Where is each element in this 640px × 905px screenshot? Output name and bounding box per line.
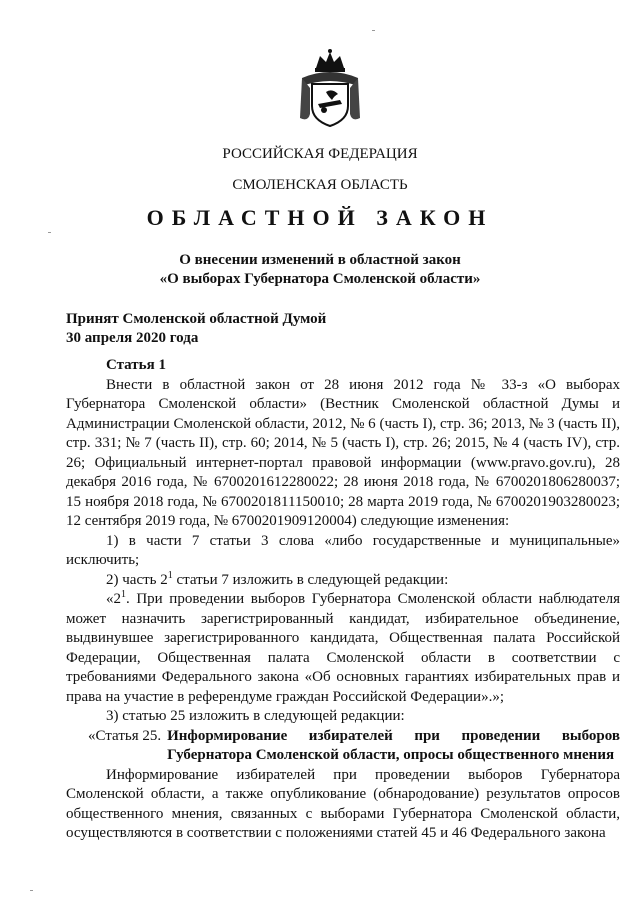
amendment-item-2 [66,571,620,591]
region-title: СМОЛЕНСКАЯ ОБЛАСТЬ [232,177,408,193]
law-body [66,356,620,844]
item-2-text-cont: статьи 7 изложить в следующей редакции: [172,571,449,588]
adoption-body: Принят Смоленской областной Думой [66,311,327,327]
federation-title: РОССИЙСКАЯ ФЕДЕРАЦИЯ [222,146,418,162]
document-type-title: ОБЛАСТНОЙ ЗАКОН [146,205,494,230]
scan-speck [30,890,33,891]
quoted-part-2-1 [66,590,620,707]
article-25-text: Информирование избирателей при проведении выборов Губернатора Смоленской области, а также опубликование (обнародование) результатов опросов общественного мнения, связанных с выборами Губернатора Смоленской области, осуществляются в соответствии с положениями статей 45 и 46 Федерального закона [66,766,620,841]
article-25-label: «Статья 25. [88,727,162,744]
item-2-superscript: 1 [167,569,173,581]
scan-speck [372,30,375,31]
amendment-item-3: 3) статью 25 изложить в следующей редакции: [106,708,405,724]
coat-of-arms-icon [298,48,362,128]
scan-speck [48,232,51,233]
quote-superscript: 1 [121,589,126,600]
quote-text: «2 [106,591,121,607]
item-2-text: 2) часть 2 [106,571,168,588]
article-1-intro: Внести в областной закон от 28 июня 2012 года № 33-з «О выборах Губернатора Смоленской области» (Вестник Смоленской областной Думы и Администрации Смоленской области, 2012, № 6 (часть I), стр. 36; 2013, № 3 (часть II), стр. 331; № 7 (часть II), стр. 60; 2014, № 5 (часть I), стр. 26; 2015, № 4 (часть IV), стр. 26; Официальный интернет-портал правовой информации (www.pravo.gov.ru), 28 декабря 2016 года, № 6700201612280022; 28 июня 2018 года, № 6700201806280037; 15 ноября 2018 года, № 6700201811150010; 28 марта 2019 года, № 6700201903280023; 12 сентября 2019 года, № 6700201909120004) следующие изменения: [66,376,620,529]
law-subject-line-1: О внесении изменений в областной закон [179,252,461,268]
amendment-item-1: 1) в части 7 статьи 3 слова «либо государственные и муниципальные» исключить; [66,532,620,568]
article-25-title: Информирование избирателей при проведении выборов Губернатора Смоленской области, опросы общественного мнения [167,727,620,763]
quote-text-cont: . При проведении выборов Губернатора Смоленской области наблюдателя может назначить зарегистрированный кандидат, избирательное объединение, выдвинувшее зарегистрированного кандидата, Общественная палата Российской Федерации, Общественная палата Смоленской области в соответствии с требованиями Федерального закона «Об основных гарантиях избирательных прав и права на участие в референдуме граждан Российской Федерации».»; [66,591,620,705]
article-1-heading: Статья 1 [106,357,166,373]
law-subject-line-2: «О выборах Губернатора Смоленской области» [159,271,481,287]
article-25-heading [88,727,620,766]
adoption-date: 30 апреля 2020 года [66,330,199,346]
